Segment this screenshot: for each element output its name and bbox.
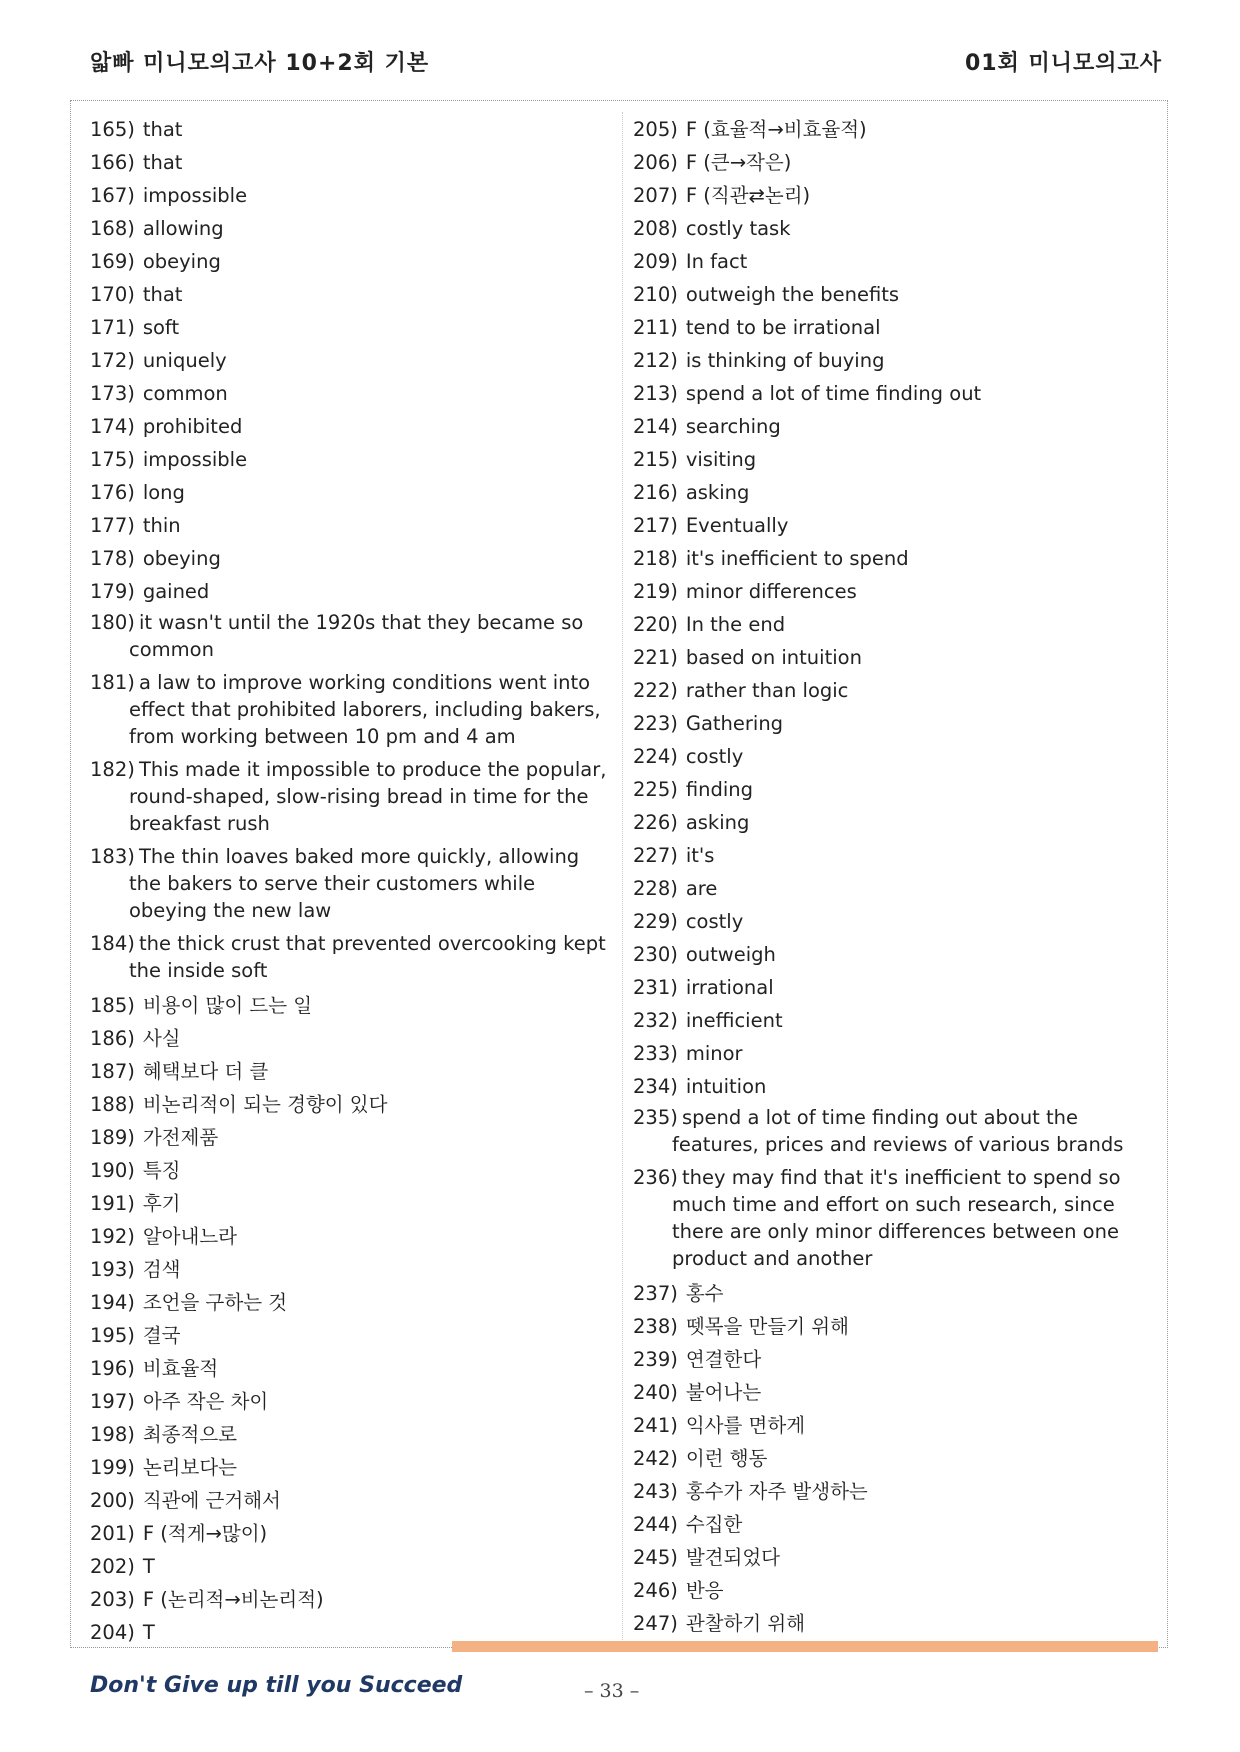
answer-text: costly <box>685 745 744 768</box>
answer-text: costly task <box>685 217 791 240</box>
answer-number: 231) <box>633 976 678 999</box>
answer-number: 215) <box>633 448 678 471</box>
answer-text: 아주 작은 차이 <box>142 1390 269 1413</box>
answer-item <box>633 377 1147 410</box>
answer-number: 229) <box>633 910 678 933</box>
answer-number: 208) <box>633 217 678 240</box>
answer-item <box>90 443 612 476</box>
answer-item <box>90 179 612 212</box>
answer-number: 182) <box>90 758 135 781</box>
answer-text: 특징 <box>142 1159 181 1182</box>
answer-item <box>633 509 1147 542</box>
answer-text: tend to be irrational <box>685 316 881 339</box>
answer-text: asking <box>685 811 750 834</box>
answer-text: 혜택보다 더 클 <box>142 1060 269 1083</box>
answer-number: 218) <box>633 547 678 570</box>
answer-item <box>90 476 612 509</box>
answer-number: 223) <box>633 712 678 735</box>
answer-item <box>633 1442 1147 1475</box>
answer-number: 173) <box>90 382 135 405</box>
answer-text: obeying <box>142 547 221 570</box>
answer-number: 181) <box>90 671 135 694</box>
answer-text: obeying <box>142 250 221 273</box>
answer-number: 214) <box>633 415 678 438</box>
answer-number: 237) <box>633 1282 678 1305</box>
answer-number: 183) <box>90 845 135 868</box>
answer-number: 195) <box>90 1324 135 1347</box>
answer-text: finding <box>685 778 754 801</box>
answer-number: 246) <box>633 1579 678 1602</box>
answer-item <box>633 179 1147 212</box>
answer-item <box>633 1607 1147 1640</box>
answer-number: 239) <box>633 1348 678 1371</box>
answer-text: 불어나는 <box>685 1381 762 1404</box>
answer-number: 175) <box>90 448 135 471</box>
answer-item <box>633 971 1147 1004</box>
answer-number: 176) <box>90 481 135 504</box>
answer-text: 검색 <box>142 1258 181 1281</box>
answer-text: 반응 <box>685 1579 724 1602</box>
answer-text: 비용이 많이 드는 일 <box>142 994 313 1017</box>
answer-item <box>633 1541 1147 1574</box>
answer-item <box>90 509 612 542</box>
answer-text: irrational <box>685 976 774 999</box>
answer-number: 216) <box>633 481 678 504</box>
answer-text: F (논리적→비논리적) <box>142 1588 324 1611</box>
answer-number: 204) <box>90 1621 135 1644</box>
answer-item <box>633 773 1147 806</box>
answer-item <box>633 1310 1147 1343</box>
answer-item <box>90 410 612 443</box>
answer-text: is thinking of buying <box>685 349 885 372</box>
answer-number: 241) <box>633 1414 678 1437</box>
answer-item <box>633 344 1147 377</box>
answer-text: 홍수가 자주 발생하는 <box>685 1480 868 1503</box>
answer-number: 211) <box>633 316 678 339</box>
answer-number: 220) <box>633 613 678 636</box>
answer-number: 238) <box>633 1315 678 1338</box>
answer-item <box>90 668 612 755</box>
answer-text: common <box>142 382 228 405</box>
answer-number: 226) <box>633 811 678 834</box>
answer-item <box>633 1574 1147 1607</box>
answer-item <box>633 1037 1147 1070</box>
answer-item <box>90 1220 612 1253</box>
answer-number: 192) <box>90 1225 135 1248</box>
answer-number: 178) <box>90 547 135 570</box>
footer-motto: Don't Give up till you Succeed <box>90 1673 463 1698</box>
answer-number: 203) <box>90 1588 135 1611</box>
answer-text: 조언을 구하는 것 <box>142 1291 288 1314</box>
answer-text: inefficient <box>685 1009 783 1032</box>
answer-item <box>90 1055 612 1088</box>
header-title: 앏빠 미니모의고사 10+2회 기본 <box>90 51 430 76</box>
answer-item <box>90 1550 612 1583</box>
answer-number: 186) <box>90 1027 135 1050</box>
answer-number: 185) <box>90 994 135 1017</box>
answer-number: 191) <box>90 1192 135 1215</box>
answer-item <box>90 1253 612 1286</box>
answer-number: 190) <box>90 1159 135 1182</box>
answer-item <box>90 1319 612 1352</box>
answer-number: 233) <box>633 1042 678 1065</box>
answer-number: 170) <box>90 283 135 306</box>
answer-item <box>90 842 612 929</box>
answer-item <box>90 278 612 311</box>
answer-text: are <box>685 877 718 900</box>
answer-text: 이런 행동 <box>685 1447 768 1470</box>
answer-text: In the end <box>685 613 786 636</box>
answer-item <box>90 608 612 668</box>
answer-number: 199) <box>90 1456 135 1479</box>
answer-text: 사실 <box>142 1027 181 1050</box>
answer-number: 197) <box>90 1390 135 1413</box>
answer-text: they may find that it's inefficient to spend so much time and effort on such research, since there are only minor differences between one product and another <box>672 1166 1121 1270</box>
answer-number: 213) <box>633 382 678 405</box>
answer-number: 193) <box>90 1258 135 1281</box>
answer-text: it's <box>685 844 715 867</box>
answer-item <box>633 1376 1147 1409</box>
answer-item <box>633 938 1147 971</box>
answer-number: 243) <box>633 1480 678 1503</box>
answer-number: 194) <box>90 1291 135 1314</box>
answer-item <box>90 1022 612 1055</box>
answer-item <box>633 1163 1147 1277</box>
answer-number: 244) <box>633 1513 678 1536</box>
answer-item <box>633 806 1147 839</box>
answer-text: searching <box>685 415 781 438</box>
answer-text: 최종적으로 <box>142 1423 238 1446</box>
answer-item <box>90 575 612 608</box>
answer-item <box>90 542 612 575</box>
answer-item <box>90 1187 612 1220</box>
answer-item <box>90 1583 612 1616</box>
answer-item <box>90 989 612 1022</box>
answer-item <box>633 1343 1147 1376</box>
answer-text: outweigh the benefits <box>685 283 900 306</box>
answer-number: 234) <box>633 1075 678 1098</box>
answer-text: the thick crust that prevented overcooking kept the inside soft <box>129 932 606 982</box>
answer-item <box>633 1508 1147 1541</box>
answer-item <box>633 1277 1147 1310</box>
answer-text: rather than logic <box>685 679 849 702</box>
answer-text: 논리보다는 <box>142 1456 238 1479</box>
answer-text: 관찰하기 위해 <box>685 1612 806 1635</box>
answer-item <box>633 443 1147 476</box>
answer-item <box>633 674 1147 707</box>
answer-text: T <box>142 1555 155 1578</box>
answer-number: 228) <box>633 877 678 900</box>
answer-item <box>633 212 1147 245</box>
answer-number: 212) <box>633 349 678 372</box>
answer-item <box>633 476 1147 509</box>
column-divider <box>622 112 623 1640</box>
answer-text: minor <box>685 1042 743 1065</box>
answer-text: outweigh <box>685 943 776 966</box>
answer-text: spend a lot of time finding out about the features, prices and reviews of various brands <box>672 1106 1124 1156</box>
answer-item <box>90 1088 612 1121</box>
answer-text: that <box>142 151 183 174</box>
answer-text: 직관에 근거해서 <box>142 1489 281 1512</box>
answer-text: 비효율적 <box>142 1357 219 1380</box>
answer-item <box>633 839 1147 872</box>
answer-number: 196) <box>90 1357 135 1380</box>
answer-number: 198) <box>90 1423 135 1446</box>
answer-item <box>633 707 1147 740</box>
answer-text: a law to improve working conditions went into effect that prohibited laborers, including bakers, from working between 10 pm and 4 am <box>129 671 601 748</box>
answer-item <box>633 641 1147 674</box>
answer-number: 240) <box>633 1381 678 1404</box>
answer-item <box>633 1475 1147 1508</box>
answer-text: soft <box>142 316 180 339</box>
answer-number: 167) <box>90 184 135 207</box>
answer-text: The thin loaves baked more quickly, allowing the bakers to serve their customers while obeying the new law <box>129 845 580 922</box>
answer-text: Gathering <box>685 712 784 735</box>
answer-item <box>633 542 1147 575</box>
answer-number: 221) <box>633 646 678 669</box>
answer-text: 수집한 <box>685 1513 743 1536</box>
answer-item <box>90 1517 612 1550</box>
answer-text: F (효율적→비효율적) <box>685 118 867 141</box>
answer-text: 후기 <box>142 1192 181 1215</box>
answer-item <box>633 608 1147 641</box>
answer-number: 207) <box>633 184 678 207</box>
answer-number: 230) <box>633 943 678 966</box>
answer-text: This made it impossible to produce the popular, round-shaped, slow-rising bread in time for the breakfast rush <box>129 758 607 835</box>
answer-number: 188) <box>90 1093 135 1116</box>
answer-item <box>633 1070 1147 1103</box>
answer-item <box>90 1121 612 1154</box>
answer-item <box>90 1385 612 1418</box>
answer-item <box>90 1484 612 1517</box>
answer-number: 247) <box>633 1612 678 1635</box>
answer-number: 202) <box>90 1555 135 1578</box>
answer-item <box>90 344 612 377</box>
answer-item <box>633 905 1147 938</box>
answer-number: 236) <box>633 1166 678 1189</box>
answer-number: 201) <box>90 1522 135 1545</box>
answer-item <box>90 1286 612 1319</box>
answer-text: based on intuition <box>685 646 862 669</box>
answer-item <box>90 1418 612 1451</box>
answer-number: 232) <box>633 1009 678 1032</box>
answer-text: 가전제품 <box>142 1126 219 1149</box>
answer-item <box>633 410 1147 443</box>
answer-text: uniquely <box>142 349 227 372</box>
answer-text: gained <box>142 580 210 603</box>
answer-number: 168) <box>90 217 135 240</box>
answer-item <box>633 740 1147 773</box>
answer-text: prohibited <box>142 415 243 438</box>
answer-item <box>633 1103 1147 1163</box>
answer-item <box>90 1451 612 1484</box>
answer-text: 홍수 <box>685 1282 724 1305</box>
answer-text: F (직관⇄논리) <box>685 184 811 207</box>
answer-item <box>633 278 1147 311</box>
answer-item <box>90 245 612 278</box>
answer-text: impossible <box>142 448 248 471</box>
answer-item <box>633 146 1147 179</box>
answer-number: 224) <box>633 745 678 768</box>
answer-text: allowing <box>142 217 224 240</box>
answer-number: 189) <box>90 1126 135 1149</box>
answer-text: that <box>142 283 183 306</box>
answer-item <box>633 575 1147 608</box>
header-exam-label: 01회 미니모의고사 <box>964 51 1162 76</box>
answer-number: 171) <box>90 316 135 339</box>
answer-text: it's inefficient to spend <box>685 547 909 570</box>
answer-number: 219) <box>633 580 678 603</box>
answer-number: 242) <box>633 1447 678 1470</box>
answer-number: 169) <box>90 250 135 273</box>
answer-text: visiting <box>685 448 757 471</box>
answer-text: T <box>142 1621 155 1644</box>
answer-number: 172) <box>90 349 135 372</box>
answer-number: 225) <box>633 778 678 801</box>
answer-text: 발견되었다 <box>685 1546 781 1569</box>
answer-item <box>633 245 1147 278</box>
answer-text: 알아내느라 <box>142 1225 238 1248</box>
answer-text: 결국 <box>142 1324 181 1347</box>
answer-item <box>90 377 612 410</box>
answer-text: 연결한다 <box>685 1348 762 1371</box>
answer-item <box>90 146 612 179</box>
answer-item <box>90 929 612 989</box>
answer-number: 209) <box>633 250 678 273</box>
answer-text: impossible <box>142 184 248 207</box>
answer-number: 180) <box>90 611 135 634</box>
answer-item <box>633 872 1147 905</box>
answer-number: 210) <box>633 283 678 306</box>
answer-number: 222) <box>633 679 678 702</box>
answer-item <box>90 755 612 842</box>
answer-text: 익사를 면하게 <box>685 1414 806 1437</box>
answer-text: F (적게→많이) <box>142 1522 268 1545</box>
answer-number: 179) <box>90 580 135 603</box>
answer-number: 235) <box>633 1106 678 1129</box>
answer-text: spend a lot of time finding out <box>685 382 982 405</box>
answer-text: minor differences <box>685 580 857 603</box>
answer-text: costly <box>685 910 744 933</box>
answer-item <box>633 113 1147 146</box>
answer-number: 184) <box>90 932 135 955</box>
answer-number: 187) <box>90 1060 135 1083</box>
answer-text: long <box>142 481 185 504</box>
answer-number: 177) <box>90 514 135 537</box>
answer-column-right <box>633 113 1147 1640</box>
answer-number: 174) <box>90 415 135 438</box>
answer-item <box>90 1352 612 1385</box>
answer-number: 206) <box>633 151 678 174</box>
answer-text: Eventually <box>685 514 789 537</box>
answer-text: thin <box>142 514 181 537</box>
answer-text: In fact <box>685 250 748 273</box>
answer-text: F (큰→작은) <box>685 151 792 174</box>
answer-number: 200) <box>90 1489 135 1512</box>
answer-text: it wasn't until the 1920s that they became so common <box>129 611 584 661</box>
page-number: – 33 – <box>584 1680 640 1702</box>
answer-text: 비논리적이 되는 경향이 있다 <box>142 1093 388 1116</box>
answer-item <box>633 1409 1147 1442</box>
answer-item <box>633 311 1147 344</box>
answer-column-left <box>90 113 612 1649</box>
answer-number: 166) <box>90 151 135 174</box>
answer-number: 227) <box>633 844 678 867</box>
answer-text: asking <box>685 481 750 504</box>
answer-item <box>90 1154 612 1187</box>
answer-item <box>90 212 612 245</box>
answer-item <box>633 1004 1147 1037</box>
answer-item <box>90 311 612 344</box>
answer-text: 뗏목을 만들기 위해 <box>685 1315 849 1338</box>
answer-number: 165) <box>90 118 135 141</box>
answer-text: that <box>142 118 183 141</box>
answer-number: 217) <box>633 514 678 537</box>
answer-number: 205) <box>633 118 678 141</box>
answer-item <box>90 113 612 146</box>
answer-number: 245) <box>633 1546 678 1569</box>
footer-accent-bar <box>452 1641 1158 1652</box>
answer-text: intuition <box>685 1075 767 1098</box>
